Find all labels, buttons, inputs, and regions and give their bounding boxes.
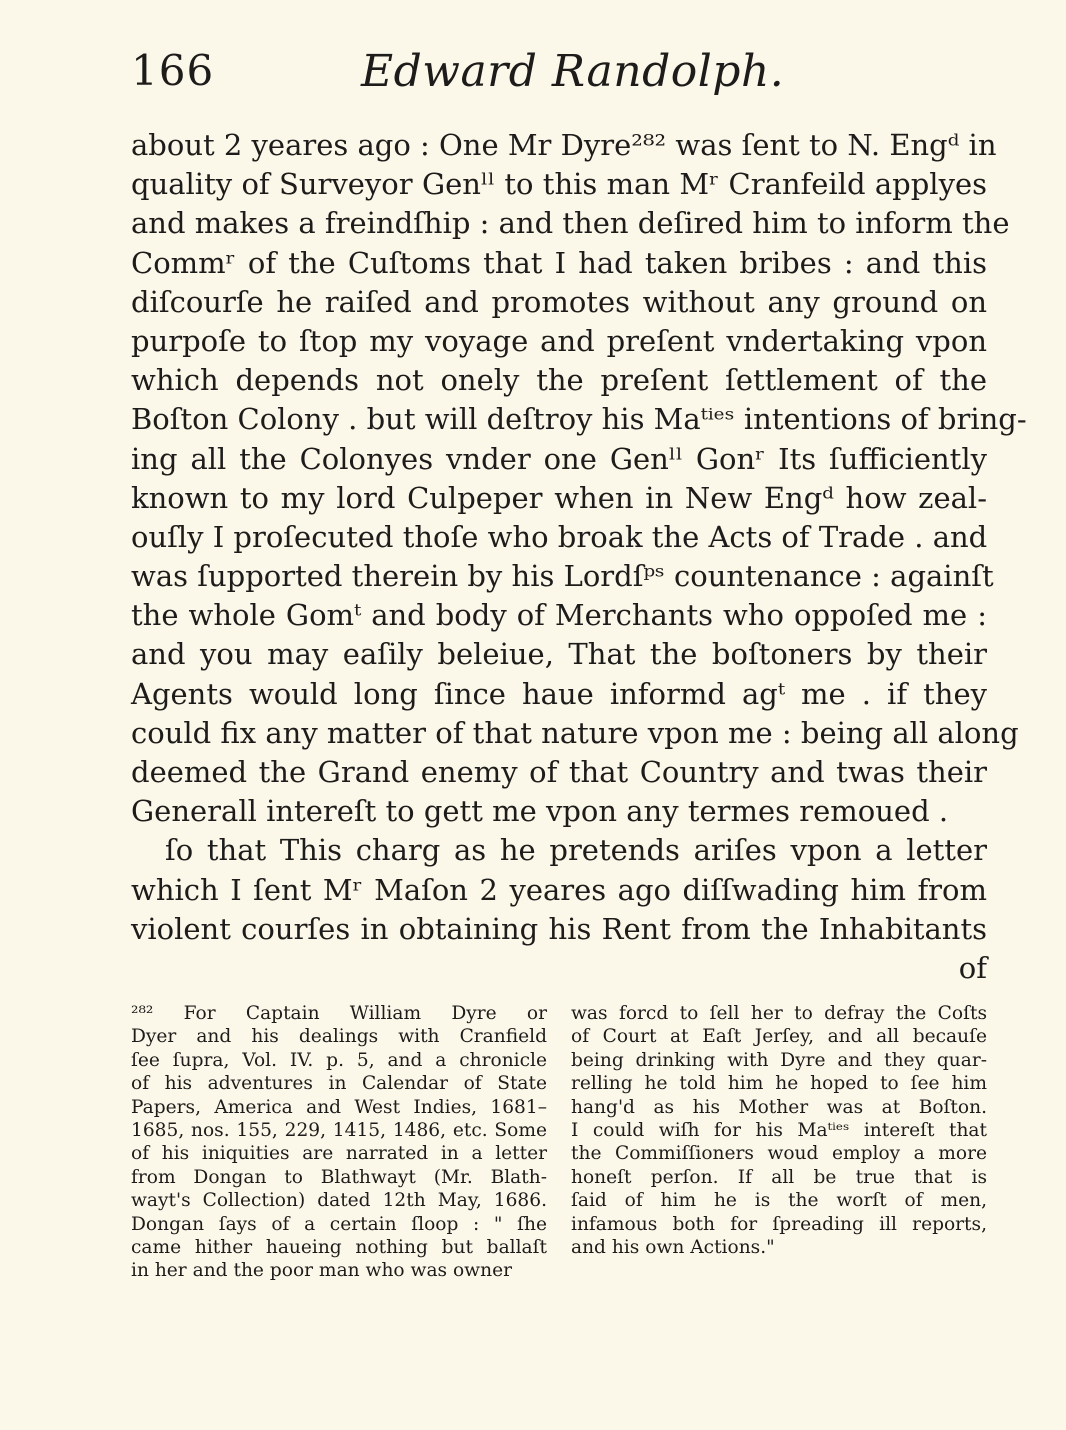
footnote-line: wayt's Collection) dated 12th May, 1686.	[131, 1190, 547, 1212]
footnote-line: was forcd to ſell her to defray the Coſts	[571, 1003, 987, 1024]
text-line: ing all the Colonyes vnder one Genˡˡ Gonʳ Its ſufficiently	[131, 441, 987, 476]
text-line: deemed the Grand enemy of that Country and twas their	[131, 755, 987, 789]
text-line: was ſupported therein by his Lordſᵖˢ countenance : againſt	[131, 559, 994, 594]
text-line: ſo that This charg as he pretends ariſes vpon a letter	[165, 833, 987, 868]
footnote-line: ſaid of him he is the worſt of men,	[571, 1190, 987, 1212]
text-line: Agents would long ſince haue informd agᵗ me . if they	[131, 676, 987, 711]
text-line: ouſly I proſecuted thoſe who broak the Acts of Trade . and	[131, 519, 988, 554]
footnote-line: Dongan ſays of a certain ſloop : " ſhe	[131, 1213, 547, 1235]
text-line: known to my lord Culpeper when in New Engᵈ how zeal-	[131, 480, 987, 515]
footnote-line: honeſt perſon. If all be true that is	[571, 1166, 987, 1188]
text-line: Generall intereſt to gett me vpon any termes remoued .	[131, 794, 949, 829]
running-title: Edward Randolph.	[361, 46, 785, 97]
text-line: Commʳ of the Cuſtoms that I had taken bribes : and this	[131, 245, 987, 280]
text-line: Boſton Colony . but will deſtroy his Maᵗⁱᵉˢ intentions of bring-	[131, 402, 1027, 437]
footnote-line: 1685, nos. 155, 229, 1415, 1486, etc. Some	[131, 1119, 547, 1141]
text-line: and you may eaſily beleiue, That the boſtoners by their	[131, 637, 987, 672]
footnote-line: and his own Actions."	[571, 1236, 775, 1258]
catchword: of	[958, 950, 987, 985]
footnote-line: of Court at Eaſt Jerſey, and all becauſe	[571, 1026, 987, 1048]
footnote-line: Papers, America and West Indies, 1681–	[131, 1096, 547, 1118]
page-header	[131, 46, 986, 106]
footnote-line: from Dongan to Blathwayt (Mr. Blath-	[131, 1166, 547, 1188]
footnote-line: relling he told him he hoped to ſee him	[571, 1073, 987, 1095]
footnote-column-right	[571, 1002, 987, 1259]
footnote-line: being drinking with Dyre and they quar-	[571, 1049, 987, 1071]
footnote-line: hang'd as his Mother was at Boſton.	[571, 1096, 987, 1118]
footnote-line: infamous both for ſpreading ill reports,	[571, 1213, 987, 1235]
text-line: could fix any matter of that nature vpon me : being all along	[131, 715, 1019, 750]
footnote-line: ſee ſupra, Vol. IV. p. 5, and a chronicle	[131, 1049, 547, 1071]
text-line: and makes a freindſhip : and then deſired him to inform the	[131, 206, 1010, 241]
footnote-line: ²⁸² For Captain William Dyre or	[131, 1003, 547, 1024]
text-line: violent courſes in obtaining his Rent from the Inhabitants	[131, 911, 987, 946]
footnote-line: in her and the poor man who was owner	[131, 1260, 512, 1282]
text-line: diſcourſe he raiſed and promotes without any ground on	[131, 284, 987, 319]
text-line: quality of Surveyor Genˡˡ to this man Mʳ Cranfeild applyes	[131, 167, 987, 202]
footnote-line: came hither haueing nothing but ballaſt	[131, 1236, 547, 1258]
footnote-line: of his iniquities are narrated in a letter	[131, 1143, 547, 1165]
text-line: purpoſe to ſtop my voyage and preſent vndertaking vpon	[131, 323, 987, 358]
footnote-line: of his adventures in Calendar of State	[131, 1073, 547, 1095]
footnote-line: Dyer and his dealings with Cranfield	[131, 1026, 547, 1048]
footnote-column-left	[131, 1002, 547, 1283]
footnote-line: I could wiſh for his Maᵗⁱᵉˢ intereſt that	[571, 1119, 987, 1141]
text-line: about 2 yeares ago : One Mr Dyre²⁸² was ſent to N. Engᵈ in	[131, 128, 997, 162]
page-number: 166	[131, 46, 215, 95]
main-text	[131, 126, 1027, 988]
footnote-line: the Commiſſioners woud employ a more	[571, 1143, 987, 1165]
text-line: the whole Gomᵗ and body of Merchants who oppoſed me :	[131, 598, 987, 633]
text-line: which I ſent Mʳ Maſon 2 yeares ago diſſwading him from	[131, 872, 987, 907]
text-line: which depends not onely the preſent ſettlement of the	[131, 363, 987, 398]
